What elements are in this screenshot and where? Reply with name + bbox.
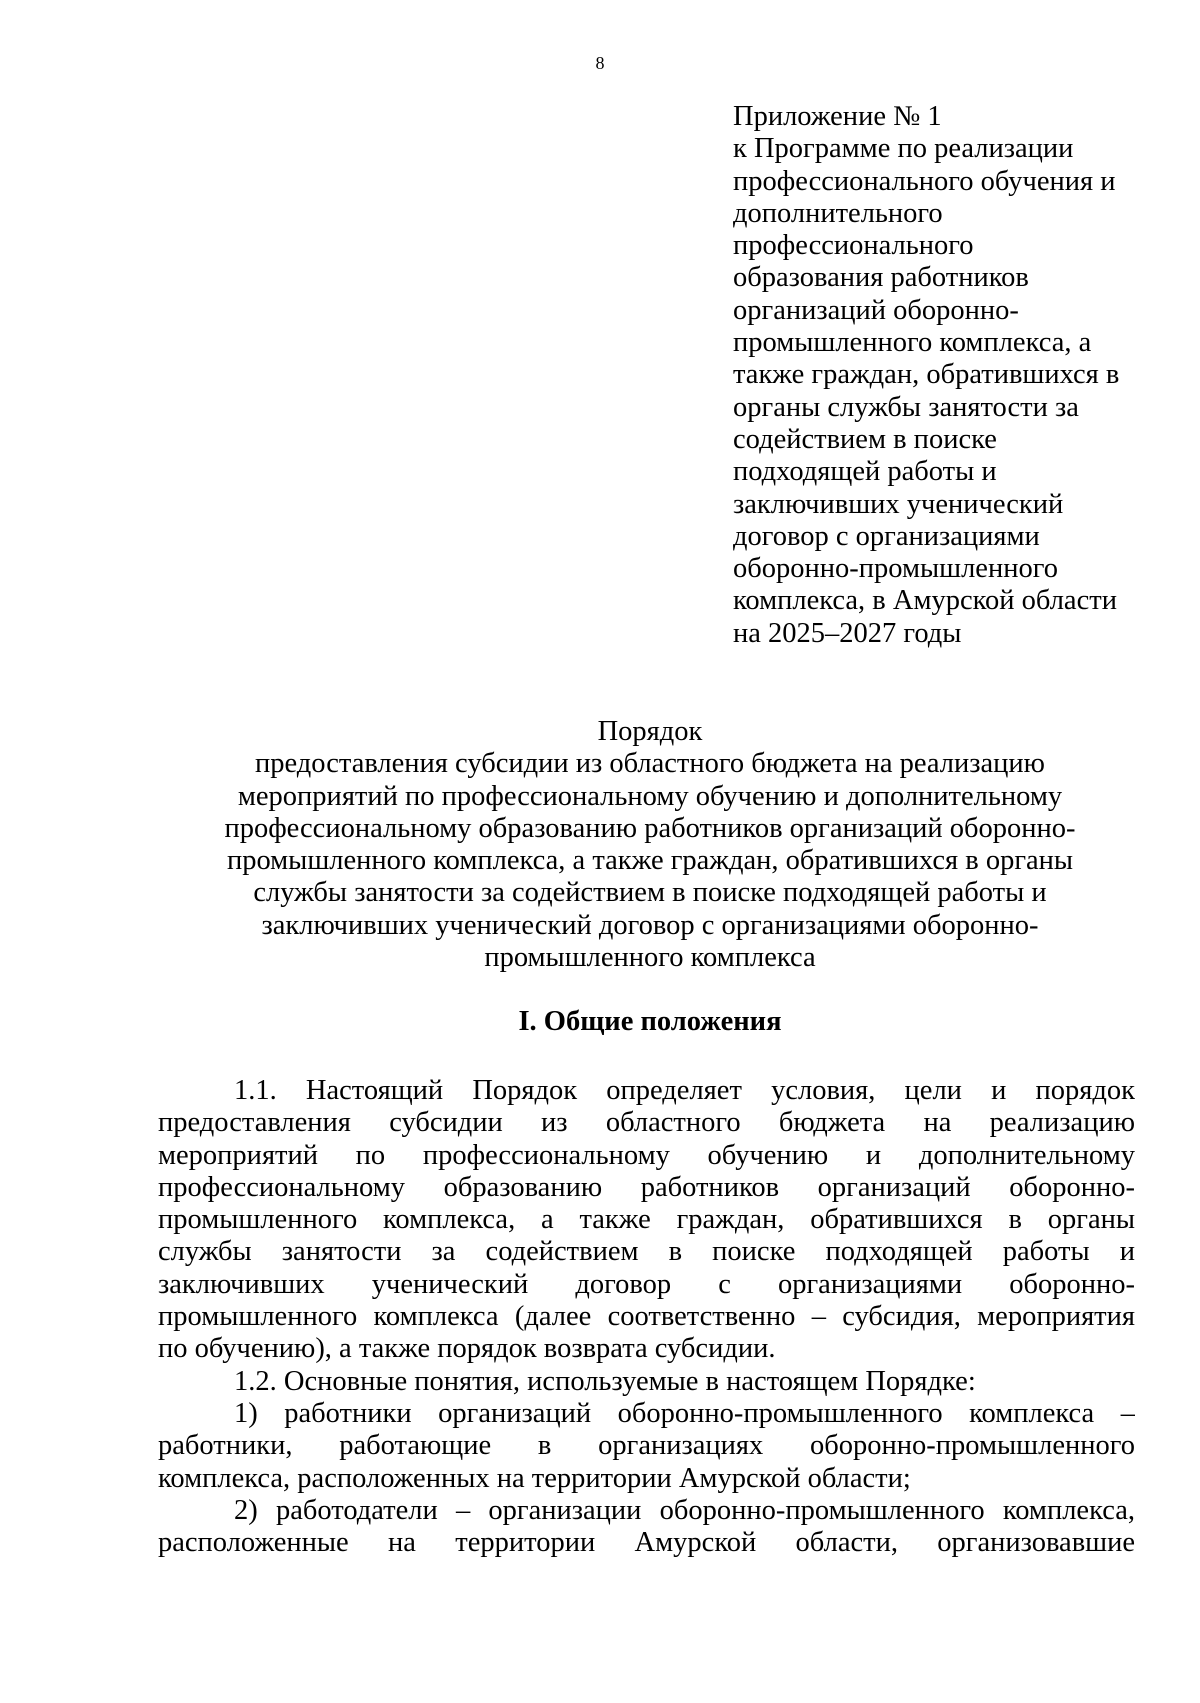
paragraph-line: промышленного комплекса (далее соответственно – субсидия, мероприятия bbox=[158, 1301, 1135, 1333]
paragraph-line: профессиональному образованию работников организаций оборонно- bbox=[158, 1171, 1135, 1203]
appendix-line: органы службы занятости за bbox=[733, 391, 1079, 423]
title-line: промышленного комплекса, а также граждан, обратившихся в органы bbox=[226, 845, 1074, 877]
title-line: службы занятости за содействием в поиске подходящей работы и bbox=[253, 877, 1047, 909]
paragraph-line: расположенные на территории Амурской области, организовавшие bbox=[158, 1527, 1135, 1559]
appendix-line: подходящей работы и bbox=[733, 456, 997, 488]
body-text bbox=[158, 1075, 1135, 1559]
document-title bbox=[130, 716, 1170, 974]
paragraph-line: по обучению), а также порядок возврата субсидии. bbox=[158, 1333, 776, 1365]
paragraph-line: 2) работодатели – организации оборонно-промышленного комплекса, bbox=[234, 1494, 1135, 1526]
paragraph-line: 1.1. Настоящий Порядок определяет условия, цели и порядок bbox=[234, 1075, 1135, 1106]
appendix-line: промышленного комплекса, а bbox=[733, 327, 1092, 359]
appendix-line: Приложение № 1 bbox=[733, 101, 942, 132]
title-line: мероприятий по профессиональному обучению и дополнительному bbox=[237, 780, 1063, 812]
paragraph-line: мероприятий по профессиональному обучению и дополнительному bbox=[158, 1139, 1135, 1171]
title-line: предоставления субсидии из областного бюджета на реализацию bbox=[255, 748, 1045, 780]
title-line: промышленного комплекса bbox=[484, 942, 816, 974]
appendix-line: содействием в поиске bbox=[733, 423, 997, 455]
appendix-line: образования работников bbox=[733, 262, 1029, 294]
appendix-line: комплекса, в Амурской области bbox=[733, 585, 1117, 617]
paragraph-line: комплекса, расположенных на территории Амурской области; bbox=[158, 1462, 911, 1494]
paragraph-line: 1) работники организаций оборонно-промышленного комплекса – bbox=[234, 1397, 1135, 1429]
appendix-line: профессионального обучения и bbox=[733, 165, 1116, 197]
paragraph-line: работники, работающие в организациях оборонно-промышленного bbox=[158, 1430, 1135, 1462]
appendix-note bbox=[733, 101, 1173, 650]
appendix-line: договор с организациями bbox=[733, 520, 1040, 552]
title-line: заключивших ученический договор с организациями оборонно- bbox=[261, 909, 1039, 941]
appendix-line: дополнительного bbox=[733, 197, 943, 229]
page-number: 8 bbox=[595, 53, 605, 73]
section-heading: I. Общие положения bbox=[518, 1006, 782, 1037]
paragraph-line: предоставления субсидии из областного бюджета на реализацию bbox=[158, 1107, 1135, 1139]
appendix-line: также граждан, обратившихся в bbox=[733, 359, 1120, 391]
appendix-line: оборонно-промышленного bbox=[733, 553, 1058, 585]
title-line: профессиональному образованию работников организаций оборонно- bbox=[224, 812, 1076, 844]
paragraph-line: заключивших ученический договор с организациями оборонно- bbox=[158, 1268, 1135, 1300]
appendix-line: организаций оборонно- bbox=[733, 294, 1019, 326]
paragraph-line: промышленного комплекса, а также граждан, обратившихся в органы bbox=[158, 1204, 1135, 1236]
appendix-line: профессионального bbox=[733, 230, 974, 262]
title-line: Порядок bbox=[597, 716, 703, 747]
appendix-line: заключивших ученический bbox=[733, 488, 1064, 520]
paragraph-line: 1.2. Основные понятия, используемые в настоящем Порядке: bbox=[234, 1365, 976, 1397]
paragraph-line: службы занятости за содействием в поиске подходящей работы и bbox=[158, 1236, 1135, 1268]
appendix-line: на 2025–2027 годы bbox=[733, 617, 962, 649]
appendix-line: к Программе по реализации bbox=[733, 133, 1074, 165]
